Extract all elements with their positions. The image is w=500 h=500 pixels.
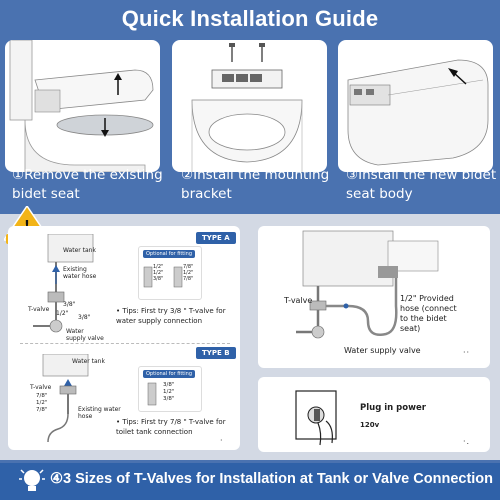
type-b-optional-fitting-box [138, 366, 202, 412]
type-a-badge: TYPE A [196, 232, 236, 244]
plug-icon [314, 409, 320, 421]
type-b-t-valve: T-valve [30, 384, 52, 391]
right-t-valve-label: T-valve [284, 296, 313, 305]
plug-in-label: Plug in power [360, 403, 426, 413]
type-a-size-1: 3/8" [63, 301, 76, 308]
hand-icon [318, 421, 332, 445]
type-a-water-tank: Water tank [63, 247, 96, 254]
divider [20, 343, 230, 344]
card-dots: ·· [463, 348, 471, 357]
step-1-image [5, 40, 160, 172]
type-b-tip: • Tips: First try 7/8 " T-valve for toilet tank connection [116, 418, 226, 436]
provided-hose-label: 1/2" Provided hose (connect to the bidet seat) [400, 294, 457, 333]
step-2-text: ②Install the mounting bracket [181, 167, 330, 202]
card-dots: · [220, 436, 224, 445]
type-b-optional-label: Optional for fitting [143, 370, 195, 378]
type-b-existing-hose: Existing water hose [78, 406, 121, 420]
type-a-size-3: 3/8" [78, 314, 91, 321]
step-1-text: ①Remove the existing bidet seat [12, 167, 163, 202]
voltage-label: 120v [360, 421, 380, 429]
type-a-existing-hose: Existing water hose [63, 266, 97, 280]
step-3-text: ③Install the new bidet seat body [346, 167, 497, 202]
type-a-tip: • Tips: First try 3/8 " T-valve for water supply connection [116, 307, 226, 325]
power-card [258, 377, 490, 452]
type-a-optional-fitting-box [138, 246, 202, 300]
type-a-size-2: 1/2" [56, 310, 69, 317]
type-a-t-valve: T-valve [28, 306, 50, 313]
step-3-image [338, 40, 493, 172]
t-valve-types-card [8, 226, 240, 450]
type-b-water-tank: Water tank [72, 358, 105, 365]
page-title: Quick Installation Guide [121, 6, 379, 31]
lightbulb-icon [18, 466, 46, 496]
type-b-sizes: 7/8" 1/2" 7/8" [36, 393, 48, 413]
water-supply-valve-label: Water supply valve [344, 346, 421, 355]
hose-connection-card [258, 226, 490, 368]
type-a-water-supply: Water supply valve [66, 328, 104, 342]
card-dots: ·. [463, 437, 471, 446]
type-a-fit-left: 1/2" 1/2" 3/8" [153, 264, 164, 282]
type-a-fit-right: 7/8" 1/2" 7/8" [183, 264, 194, 282]
step-2-image [172, 40, 327, 172]
type-b-badge: TYPE B [196, 347, 236, 359]
type-b-fit-sizes: 3/8" 1/2" 3/8" [163, 382, 175, 402]
bottom-banner-text: ④3 Sizes of T-Valves for Installation at Tank or Valve Connection [50, 471, 494, 487]
type-a-optional-label: Optional for fitting [143, 250, 195, 258]
